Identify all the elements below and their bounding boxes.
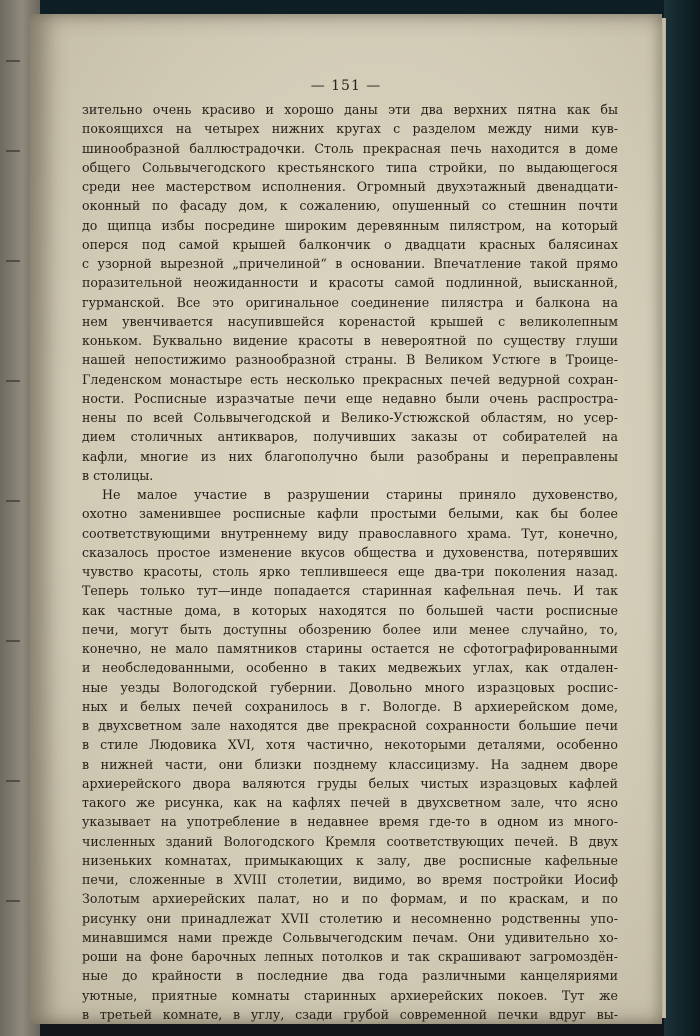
text-line: ные уезды Вологодской губернии. Довольно много изразцовых роспис- xyxy=(82,679,618,695)
text-line: как частные дома, в которых находятся по большей части росписные xyxy=(82,602,618,618)
text-line: зительно очень красиво и хорошо даны эти два верхних пятна как бы xyxy=(82,102,618,117)
text-line: среди нее мастерством исполнения. Огромный двухэтажный двенадцати- xyxy=(82,179,618,194)
text-line: общего Сольвычегодского крестьянского типа стройки, по выдающегося xyxy=(82,159,618,175)
text-line: охотно заменившее росписные кафли простыми белыми, как бы более xyxy=(82,506,618,522)
text-line: гурманской. Все это оригинальное соединение пилястра и балкона на xyxy=(82,294,618,310)
text-line: архиерейского двора валяются груды белых чистых изразцовых кафлей xyxy=(82,775,618,791)
text-line: ности. Росписные изразчатые печи еще недавно были очень распростра- xyxy=(82,390,618,406)
text-line: в третьей комнате, в углу, сзади грубой современной печки вдруг вы- xyxy=(82,1006,618,1022)
text-line: до щипца избы посредине широким деревянным пилястром, на который xyxy=(82,217,618,233)
text-line: в нижней части, они близки позднему классицизму. На заднем дворе xyxy=(82,756,618,772)
text-line: оперся под самой крышей балкончик о двадцати красных балясинах xyxy=(82,236,618,252)
text-line: соответствующими внутреннему виду православного храма. Тут, конечно, xyxy=(82,525,618,541)
text-line: нашей непостижимо разнообразной страны. В Великом Устюге в Троице- xyxy=(82,352,618,368)
text-line: уютные, приятные комнаты старинных архиерейских покоев. Тут же xyxy=(82,987,618,1003)
text-line: дием столичных антикваров, получивших заказы от собирателей на xyxy=(82,429,618,445)
text-line: нены по всей Сольвычегодской и Велико-Устюжской областям, но усер- xyxy=(82,410,618,425)
text-line: и необследованными, особенно в таких медвежьих углах, как отдален- xyxy=(82,660,618,676)
text-line: в стиле Людовика XVI, хотя частично, некоторыми деталями, особенно xyxy=(82,737,618,753)
text-line: роши на фоне барочных лепных потолков и так скрашивают загромоздён- xyxy=(82,949,618,964)
text-line: в столицы. xyxy=(82,467,154,483)
page-number: — 151 — xyxy=(310,78,382,94)
text-line: коньком. Буквально видение красоты в невероятной по существу глуши xyxy=(82,333,618,348)
text-line: покоящихся на четырех нижних кругах с разделом между ними кув- xyxy=(82,121,618,137)
text-line: ные до крайности в последние два года различными канцеляриями xyxy=(82,968,618,984)
text-line: такого же рисунка, как на кафлях печей в двухсветном зале, что ясно xyxy=(82,795,618,810)
text-line: поразительной неожиданности и красоты самой подлинной, выисканной, xyxy=(82,275,618,291)
text-line: печи, сложенные в XVIII столетии, видимо, во время постройки Иосиф xyxy=(82,872,618,887)
text-line: кафли, многие из них благополучно были разобраны и переправлены xyxy=(82,448,618,464)
text-line: оконный по фасаду дом, к сожалению, опушенный со стешнин почти xyxy=(82,198,618,214)
text-line: ных и белых печей сохранилось в г. Вологде. В архиерейском доме, xyxy=(82,698,618,714)
text-line: рисунку они принадлежат XVII столетию и несомненно родственны упо- xyxy=(82,910,618,926)
text-line: с узорной вырезной „причелиной“ в основании. Впечатление такой прямо xyxy=(82,256,618,271)
text-line: низеньких комнатах, примыкающих к залу, две росписные кафельные xyxy=(82,852,618,868)
text-line: шинообразной баллюстрадочки. Столь прекрасная печь находится в доме xyxy=(82,140,618,156)
book-cover-right xyxy=(664,0,700,1036)
text-line: Золотым архиерейских палат, но и по формам, и по краскам, и по xyxy=(82,891,618,907)
text-line: печи, могут быть доступны обозрению более или менее случайно, то, xyxy=(82,621,618,637)
text-line: указывает на употребление в недавнее время где-то в одном из много- xyxy=(82,814,618,830)
text-line: в двухсветном зале находятся две прекрасной сохранности большие печи xyxy=(82,718,618,733)
page-body-text xyxy=(82,100,618,1024)
text-line: численных зданий Вологодского Кремля соответствующих печей. В двух xyxy=(82,833,618,849)
text-line: сказалось простое изменение вкусов общества и духовенства, потерявших xyxy=(82,544,618,560)
text-line: чувство красоты, столь ярко теплившееся еще два-три поколения назад. xyxy=(82,564,618,579)
text-line: конечно, не мало памятников старины остается не сфотографированными xyxy=(82,641,618,656)
text-line: Гледенском монастыре есть несколько прекрасных печей ведурной сохран- xyxy=(82,371,618,387)
text-line: Не малое участие в разрушении старины приняло духовенство, xyxy=(102,487,618,502)
text-line: минавшимся нами прежде Сольвычегодским печам. Они удивительно хо- xyxy=(82,929,618,945)
text-line: нем увенчивается насупившейся коренастой крышей с великолепным xyxy=(82,313,618,329)
text-line: Теперь только тут—инде попадается старинная кафельная печь. И так xyxy=(82,583,618,599)
